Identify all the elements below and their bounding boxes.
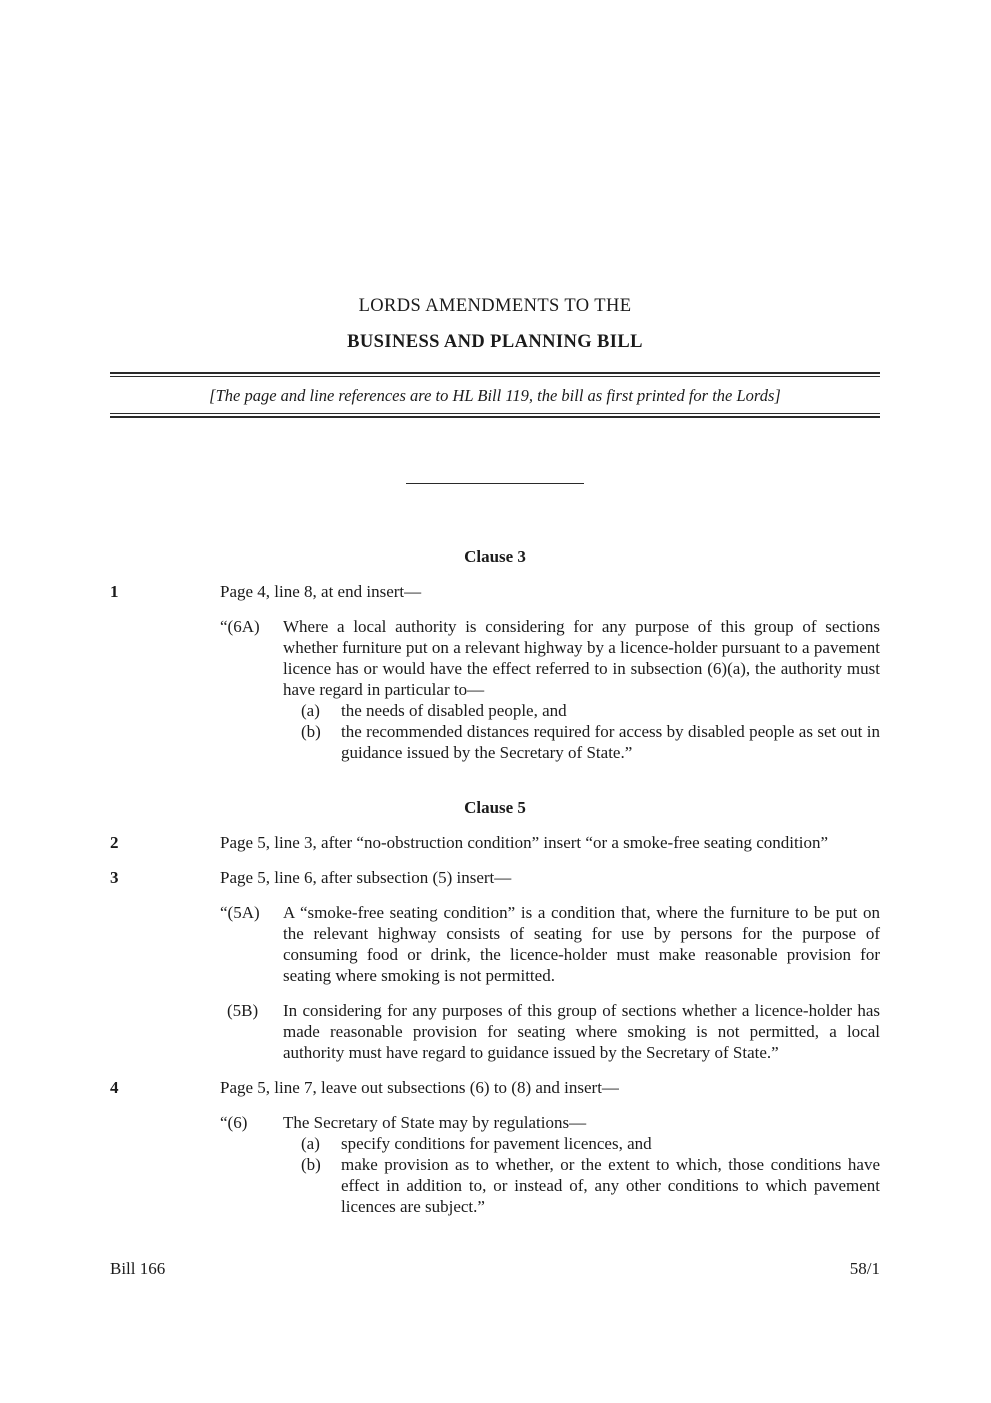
subsection-5B-label: (5B)	[227, 1001, 259, 1020]
subsection-6	[220, 1112, 880, 1217]
subsection-6A-item-a	[301, 700, 880, 721]
item-a-text: the needs of disabled people, and	[341, 701, 567, 720]
document-title	[110, 294, 880, 354]
clause-5-heading: Clause 5	[464, 798, 526, 817]
subsection-5A-body	[283, 902, 880, 986]
subsection-6A-item-b	[301, 721, 880, 763]
item-a-label: (a)	[301, 1134, 320, 1153]
subsection-6-item-a	[301, 1133, 880, 1154]
double-rule-bottom	[110, 413, 880, 418]
subsection-5B-text: In considering for any purposes of this group of sections whether a licence-holder has made reasonable provision for seating where smoking is not permitted, a local authority must have regard to guidance issued by the Secretary of State.”	[283, 1001, 880, 1062]
item-a-text: specify conditions for pavement licences, and	[341, 1134, 652, 1153]
amendment-4-number: 4	[110, 1078, 119, 1097]
amendment-2-body	[220, 832, 880, 853]
amendment-1	[110, 581, 880, 763]
separator-line	[406, 483, 584, 484]
subsection-6A-label: “(6A)	[220, 617, 260, 636]
amendment-2	[110, 832, 880, 853]
subsection-5A	[220, 902, 880, 986]
item-b-label: (b)	[301, 1155, 321, 1174]
subsection-6-text: The Secretary of State may by regulations—	[283, 1113, 587, 1132]
amendment-4-lead: Page 5, line 7, leave out subsections (6) to (8) and insert—	[220, 1078, 619, 1097]
subsection-5B	[220, 1000, 880, 1063]
subsection-6-label: “(6)	[220, 1113, 248, 1132]
amendment-3	[110, 867, 880, 1063]
subsection-6-item-b	[301, 1154, 880, 1217]
amendment-4-body	[220, 1077, 880, 1217]
amendment-1-number: 1	[110, 582, 119, 601]
amendment-3-number: 3	[110, 868, 119, 887]
item-a-label: (a)	[301, 701, 320, 720]
document-title-line-2: BUSINESS AND PLANNING BILL	[347, 332, 643, 352]
amendment-2-lead: Page 5, line 3, after “no-obstruction condition” insert “or a smoke-free seating condition”	[220, 833, 829, 852]
amendment-2-number: 2	[110, 833, 119, 852]
reference-note-box	[110, 372, 880, 418]
item-b-label: (b)	[301, 722, 321, 741]
subsection-6A	[220, 616, 880, 763]
amendment-1-body	[220, 581, 880, 763]
paper-reference-number: 58/1	[849, 1259, 880, 1278]
subsection-6A-body	[283, 616, 880, 763]
amendment-3-body	[220, 867, 880, 1063]
page-footer	[110, 1258, 880, 1279]
page-content	[110, 0, 880, 1217]
bill-number: Bill 166	[110, 1259, 166, 1278]
subsection-5B-body	[283, 1000, 880, 1063]
subsection-6A-text: Where a local authority is considering for any purpose of this group of sections whether furniture put on a relevant highway by a licence-holder pursuant to a pavement licence has or would have the effect referred to in subsection (6)(a), the authority must have regard in particular to—	[283, 617, 880, 699]
document-title-line-1: LORDS AMENDMENTS TO THE	[358, 296, 632, 316]
amendment-1-lead: Page 4, line 8, at end insert—	[220, 582, 422, 601]
item-b-text: the recommended distances required for access by disabled people as set out in guidance issued by the Secretary of State.”	[341, 722, 880, 762]
subsection-5A-label: “(5A)	[220, 903, 260, 922]
amendment-4	[110, 1077, 880, 1217]
clause-3-heading: Clause 3	[464, 547, 526, 566]
reference-note: [The page and line references are to HL Bill 119, the bill as first printed for the Lords]	[209, 386, 781, 405]
subsection-6-body	[283, 1112, 880, 1217]
item-b-text: make provision as to whether, or the extent to which, those conditions have effect in addition to, or instead of, any other conditions to which pavement licences are subject.”	[341, 1155, 880, 1216]
amendment-3-lead: Page 5, line 6, after subsection (5) insert—	[220, 868, 512, 887]
subsection-5A-text: A “smoke-free seating condition” is a condition that, where the furniture to be put on the relevant highway consists of seating for use by persons for the purpose of consuming food or drink, the licence-holder must make reasonable provision for seating where smoking is not permitted.	[283, 903, 880, 985]
